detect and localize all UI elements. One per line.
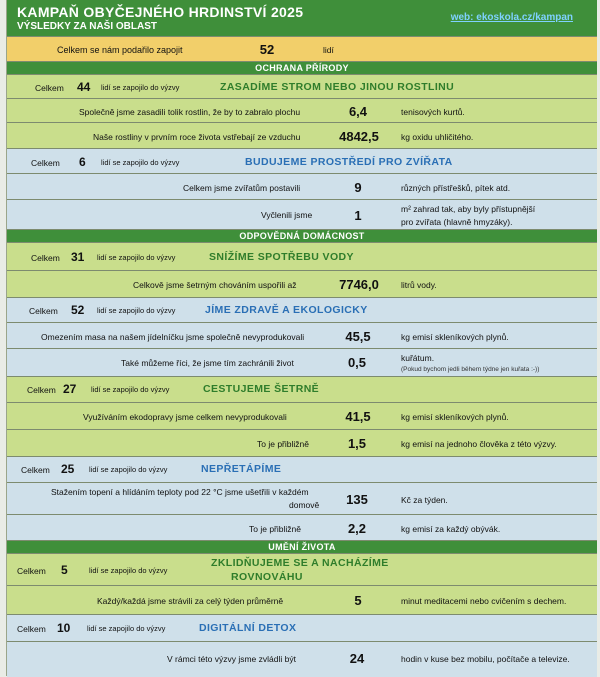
section-umeni-zivota: UMĚNÍ ŽIVOTA (7, 540, 597, 554)
result-row (7, 270, 597, 298)
result-value: 135 (346, 492, 368, 507)
result-unit: kg emisí skleníkových plynů. (401, 332, 509, 342)
challenge-title: BUDUJEME PROSTŘEDÍ PRO ZVÍŘATA (245, 156, 453, 168)
result-row (7, 514, 597, 541)
result-row (7, 429, 597, 457)
joined-label: lidí se zapojilo do výzvy (89, 566, 168, 575)
result-text: Vyčlenili jsme (261, 210, 313, 220)
challenge-title-line2: ROVNOVÁHU (231, 571, 303, 583)
result-value: 5 (354, 593, 362, 608)
participants-count: 5 (61, 563, 68, 577)
joined-label: lidí se zapojilo do výzvy (101, 83, 180, 92)
result-text: Stažením topení a hlídáním teploty pod 22 °C jsme ušetřili v každém (51, 487, 309, 497)
result-value: 4842,5 (339, 129, 379, 144)
summary-value: 52 (259, 42, 275, 57)
result-value: 41,5 (345, 409, 371, 424)
participants-count: 31 (71, 250, 85, 264)
result-row (7, 199, 597, 230)
challenge-title: JÍME ZDRAVĚ A EKOLOGICKY (205, 304, 368, 316)
joined-label: lidí se zapojilo do výzvy (87, 624, 166, 633)
result-unit: kg emisí skleníkových plynů. (401, 412, 509, 422)
result-value: 9 (354, 180, 362, 195)
participants-count: 25 (61, 462, 75, 476)
result-row (7, 641, 597, 677)
result-note: (Pokud bychom jedli během týdne jen kuřata :-)) (401, 366, 540, 373)
section-ochrana-prirody: OCHRANA PŘÍRODY (7, 61, 597, 75)
challenge-strom-header (7, 74, 597, 99)
result-text-line2: domově (289, 500, 320, 510)
result-row (7, 482, 597, 515)
result-value: 2,2 (347, 521, 367, 536)
result-text: Každý/každá jsme strávili za celý týden průměrně (97, 596, 284, 606)
result-unit: kg emisí za každý obývák. (401, 524, 501, 534)
challenge-title: ZKLIDŇUJEME SE A NACHÁZÍME (211, 557, 389, 569)
section-odpovedna-domacnost: ODPOVĚDNÁ DOMÁCNOST (7, 229, 597, 243)
result-value: 1,5 (347, 436, 367, 451)
summary-label: Celkem se nám podařilo zapojit (57, 45, 183, 55)
result-row (7, 322, 597, 349)
result-unit: kg emisí na jednoho člověka z této výzvy. (401, 439, 557, 449)
result-value: 6,4 (348, 104, 368, 119)
result-value: 45,5 (345, 329, 371, 344)
participants-count: 44 (77, 80, 91, 94)
challenge-title: SNÍŽÍME SPOTŘEBU VODY (209, 251, 354, 263)
result-text: Celkově jsme šetrným chováním uspořili až (133, 280, 297, 290)
challenge-title: CESTUJEME ŠETRNĚ (203, 383, 320, 395)
result-unit: kg oxidu uhličitého. (401, 132, 474, 142)
result-text: Také můžeme říci, že jsme tím zachránili život (121, 358, 294, 368)
challenge-title: NEPŘETÁPÍME (201, 463, 282, 475)
result-unit: Kč za týden. (401, 495, 448, 505)
result-text: V rámci této výzvy jsme zvládli být (167, 654, 296, 664)
participants-count: 52 (71, 303, 85, 317)
result-value: 0,5 (347, 355, 367, 370)
celkem-label: Celkem (35, 83, 64, 93)
result-text: To je přibližně (249, 524, 301, 534)
challenge-netopime-header (7, 456, 597, 483)
result-unit: tenisových kurtů. (401, 107, 465, 117)
result-row (7, 173, 597, 200)
celkem-label: Celkem (27, 385, 56, 395)
result-value: 7746,0 (339, 277, 379, 292)
celkem-label: Celkem (31, 253, 60, 263)
result-value: 24 (349, 651, 365, 666)
result-unit: hodin v kuse bez mobilu, počítače a televize. (401, 654, 570, 664)
celkem-label: Celkem (17, 624, 46, 634)
result-value: 1 (354, 208, 362, 223)
result-row (7, 402, 597, 430)
challenge-zklidnujeme-header (7, 553, 597, 586)
joined-label: lidí se zapojilo do výzvy (89, 465, 168, 474)
result-row (7, 98, 597, 123)
result-text: Omezením masa na našem jídelníčku jsme společně nevyprodukovali (41, 332, 305, 342)
result-unit: různých přístřešků, pítek atd. (401, 183, 511, 193)
celkem-label: Celkem (29, 306, 58, 316)
participants-count: 10 (57, 621, 71, 635)
result-unit: m² zahrad tak, aby byly přístupnější (401, 204, 536, 214)
challenge-title: ZASADÍME STROM NEBO JINOU ROSTLINU (220, 81, 455, 93)
participants-count: 6 (79, 155, 86, 169)
summary-unit: lidí (323, 45, 334, 55)
result-text: To je přibližně (257, 439, 309, 449)
poster-header (7, 0, 597, 36)
result-unit-line2: pro zvířata (hlavně hmyzáky). (401, 217, 513, 227)
joined-label: lidí se zapojilo do výzvy (91, 385, 170, 394)
joined-label: lidí se zapojilo do výzvy (101, 158, 180, 167)
poster-title: KAMPAŇ OBYČEJNÉHO HRDINSTVÍ 2025 (17, 4, 304, 20)
challenge-zvirata-header (7, 148, 597, 174)
joined-label: lidí se zapojilo do výzvy (97, 306, 176, 315)
summary-row (7, 36, 597, 62)
result-row (7, 585, 597, 615)
challenge-title: DIGITÁLNÍ DETOX (199, 622, 297, 634)
result-text: Využíváním ekodopravy jsme celkem nevyprodukovali (83, 412, 287, 422)
result-unit: minut meditacemi nebo cvičením s dechem. (401, 596, 567, 606)
result-unit: litrů vody. (401, 280, 437, 290)
challenge-jime-header (7, 297, 597, 323)
campaign-web-link[interactable]: web: ekoskola.cz/kampan (450, 12, 573, 23)
celkem-label: Celkem (21, 465, 50, 475)
celkem-label: Celkem (17, 566, 46, 576)
challenge-voda-header (7, 242, 597, 271)
challenge-detox-header (7, 614, 597, 642)
result-row (7, 122, 597, 149)
result-text: Celkem jsme zvířatům postavili (183, 183, 301, 193)
result-row (7, 348, 597, 377)
results-poster (6, 0, 597, 676)
result-text: Naše rostliny v prvním roce života vstřebají ze vzduchu (93, 132, 301, 142)
poster-subtitle: VÝSLEDKY ZA NAŠI OBLAST (17, 21, 158, 32)
celkem-label: Celkem (31, 158, 60, 168)
participants-count: 27 (63, 382, 77, 396)
result-unit: kuřátum. (401, 353, 435, 363)
result-text: Společně jsme zasadili tolik rostlin, že by to zabralo plochu (79, 107, 301, 117)
joined-label: lidí se zapojilo do výzvy (97, 253, 176, 262)
challenge-cestujeme-header (7, 376, 597, 403)
